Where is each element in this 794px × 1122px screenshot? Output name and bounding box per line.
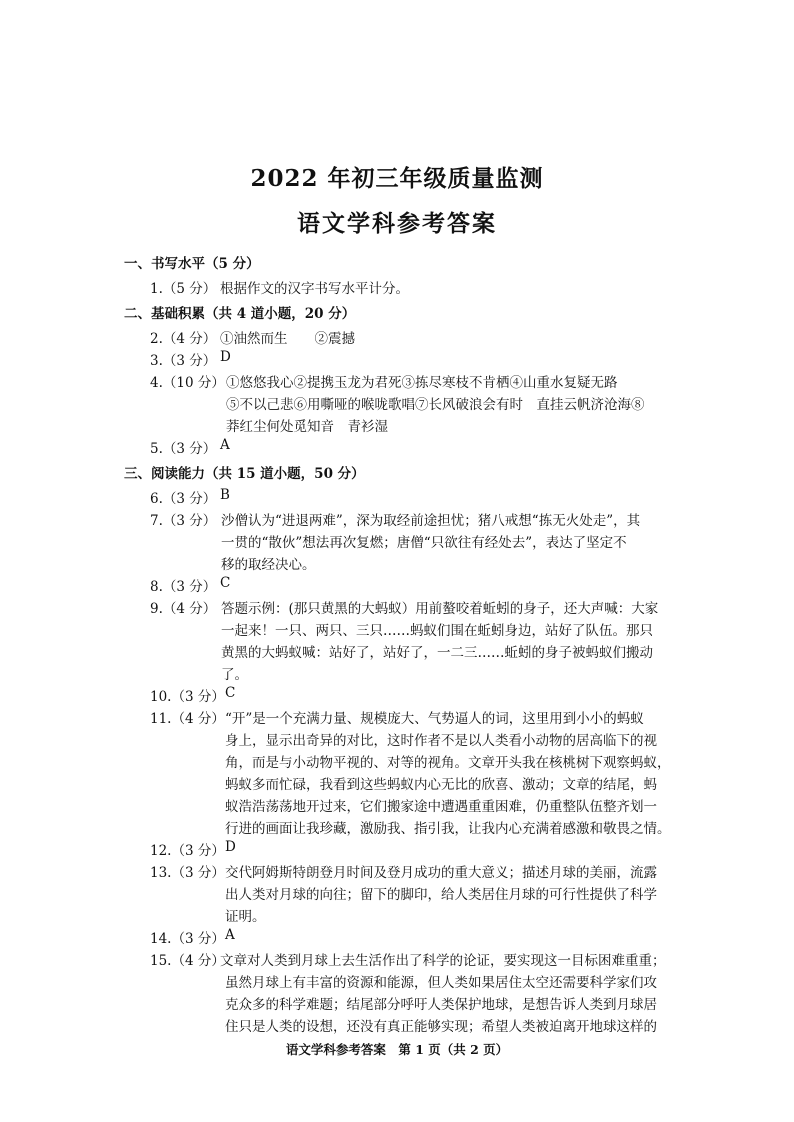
section-heading-reading: 三、阅读能力（共 15 道小题，50 分）: [124, 466, 365, 482]
answer-text: A: [220, 437, 230, 453]
answer-label: 13.（3 分）: [150, 865, 225, 881]
answer-text: 克众多的科学难题；结尾部分呼吁人类保护地球，是想告诉人类到月球居: [225, 997, 657, 1013]
answer-text: 交代阿姆斯特朗登月时间及登月成功的重大意义；描述月球的美丽，流露: [225, 865, 657, 881]
section-heading-basics: 二、基础积累（共 4 道小题，20 分）: [124, 306, 356, 322]
answer-text: 沙僧认为“进退两难”，深为取经前途担忧；猪八戒想“拣无火处走”，其: [221, 513, 641, 529]
answer-text: B: [220, 487, 230, 503]
answer-text: 住只是人类的设想，还没有真正能够实现；希望人类被迫离开地球这样的: [225, 1019, 657, 1035]
answer-label: 2.（4 分）: [150, 331, 217, 347]
answer-text: A: [225, 927, 235, 943]
answer-label: 10.（3 分）: [150, 689, 225, 705]
page-title: 2022 年初三年级质量监测: [250, 165, 544, 192]
answer-text: 蚂蚁多而忙碌，我看到这些蚂蚁内心无比的欣喜、激动；文章的结尾，蚂: [225, 777, 657, 793]
answer-text: 黄黑的大蚂蚁喊：站好了，站好了，一二三……蚯蚓的身子被蚂蚁们搬动: [221, 645, 653, 661]
answer-label: 12.（3 分）: [150, 843, 225, 859]
answer-label: 15.（4 分）: [150, 953, 225, 969]
answer-label: 6.（3 分）: [150, 491, 217, 507]
answer-label: 7.（3 分）: [150, 513, 217, 529]
answer-text: D: [225, 839, 236, 855]
answer-text: 行进的画面让我珍藏，激励我、指引我，让我内心充满着感激和敬畏之情。: [225, 821, 671, 837]
answer-label: 9.（4 分）: [150, 601, 217, 617]
answer-text: “开”是一个充满力量、规模庞大、气势逼人的词，这里用到小小的蚂蚁: [225, 711, 644, 727]
answer-text: 一贯的“散伙”想法再次复燃；唐僧“只欲往有经处去”，表达了坚定不: [221, 535, 627, 551]
answer-text: 文章对人类到月球上去生活作出了科学的论证，要实现这一目标困难重重；: [220, 953, 666, 969]
answer-text: 移的取经决心。: [221, 557, 316, 573]
answer-text: 蚁浩浩荡荡地开过来，它们搬家途中遭遇重重困难，仍重整队伍整齐划一: [225, 799, 657, 815]
answer-text: ⑤不以己悲⑥用嘶哑的喉咙歌唱⑦长风破浪会有时 直挂云帆济沧海⑧: [226, 397, 645, 413]
answer-text: 根据作文的汉字书写水平计分。: [220, 281, 409, 297]
answer-text: 虽然月球上有丰富的资源和能源，但人类如果居住太空还需要科学家们攻: [225, 975, 657, 991]
answer-label: 8.（3 分）: [150, 579, 217, 595]
answer-text: 莽红尘何处觅知音 青衫湿: [226, 419, 388, 435]
answer-label: 1.（5 分）: [150, 281, 217, 297]
page-subtitle: 语文学科参考答案: [297, 210, 497, 237]
answer-text: 身上，显示出奇异的对比，这时作者不是以人类看小动物的居高临下的视: [225, 733, 657, 749]
answer-label: 3.（3 分）: [150, 353, 217, 369]
answer-label: 4.（10 分）: [150, 375, 225, 391]
page-footer: 语文学科参考答案 第 1 页（共 2 页）: [285, 1042, 509, 1057]
answer-text: 了。: [221, 667, 248, 683]
answer-text: 一起来！一只、两只、三只……蚂蚁们围在蚯蚓身边，站好了队伍。那只: [221, 623, 653, 639]
answer-text: 出人类对月球的向往；留下的脚印，给人类居住月球的可行性提供了科学: [225, 887, 657, 903]
answer-label: 14.（3 分）: [150, 931, 225, 947]
section-heading-writing: 一、书写水平（5 分）: [124, 256, 260, 272]
answer-text: ①悠悠我心②提携玉龙为君死③拣尽寒枝不肯栖④山重水复疑无路: [226, 375, 618, 391]
answer-label: 5.（3 分）: [150, 441, 217, 457]
answer-text: ①油然而生 ②震撼: [220, 331, 355, 347]
answer-text: 答题示例：(那只黄黑的大蚂蚁）用前螯咬着蚯蚓的身子，还大声喊：大家: [221, 601, 659, 617]
answer-text: C: [220, 575, 231, 591]
answer-text: D: [220, 349, 231, 365]
answer-text: 证明。: [225, 909, 266, 925]
answer-text: 角，而是与小动物平视的、对等的视角。文章开头我在核桃树下观察蚂蚁，: [225, 755, 671, 771]
answer-text: C: [225, 685, 236, 701]
answer-label: 11.（4 分）: [150, 711, 225, 727]
